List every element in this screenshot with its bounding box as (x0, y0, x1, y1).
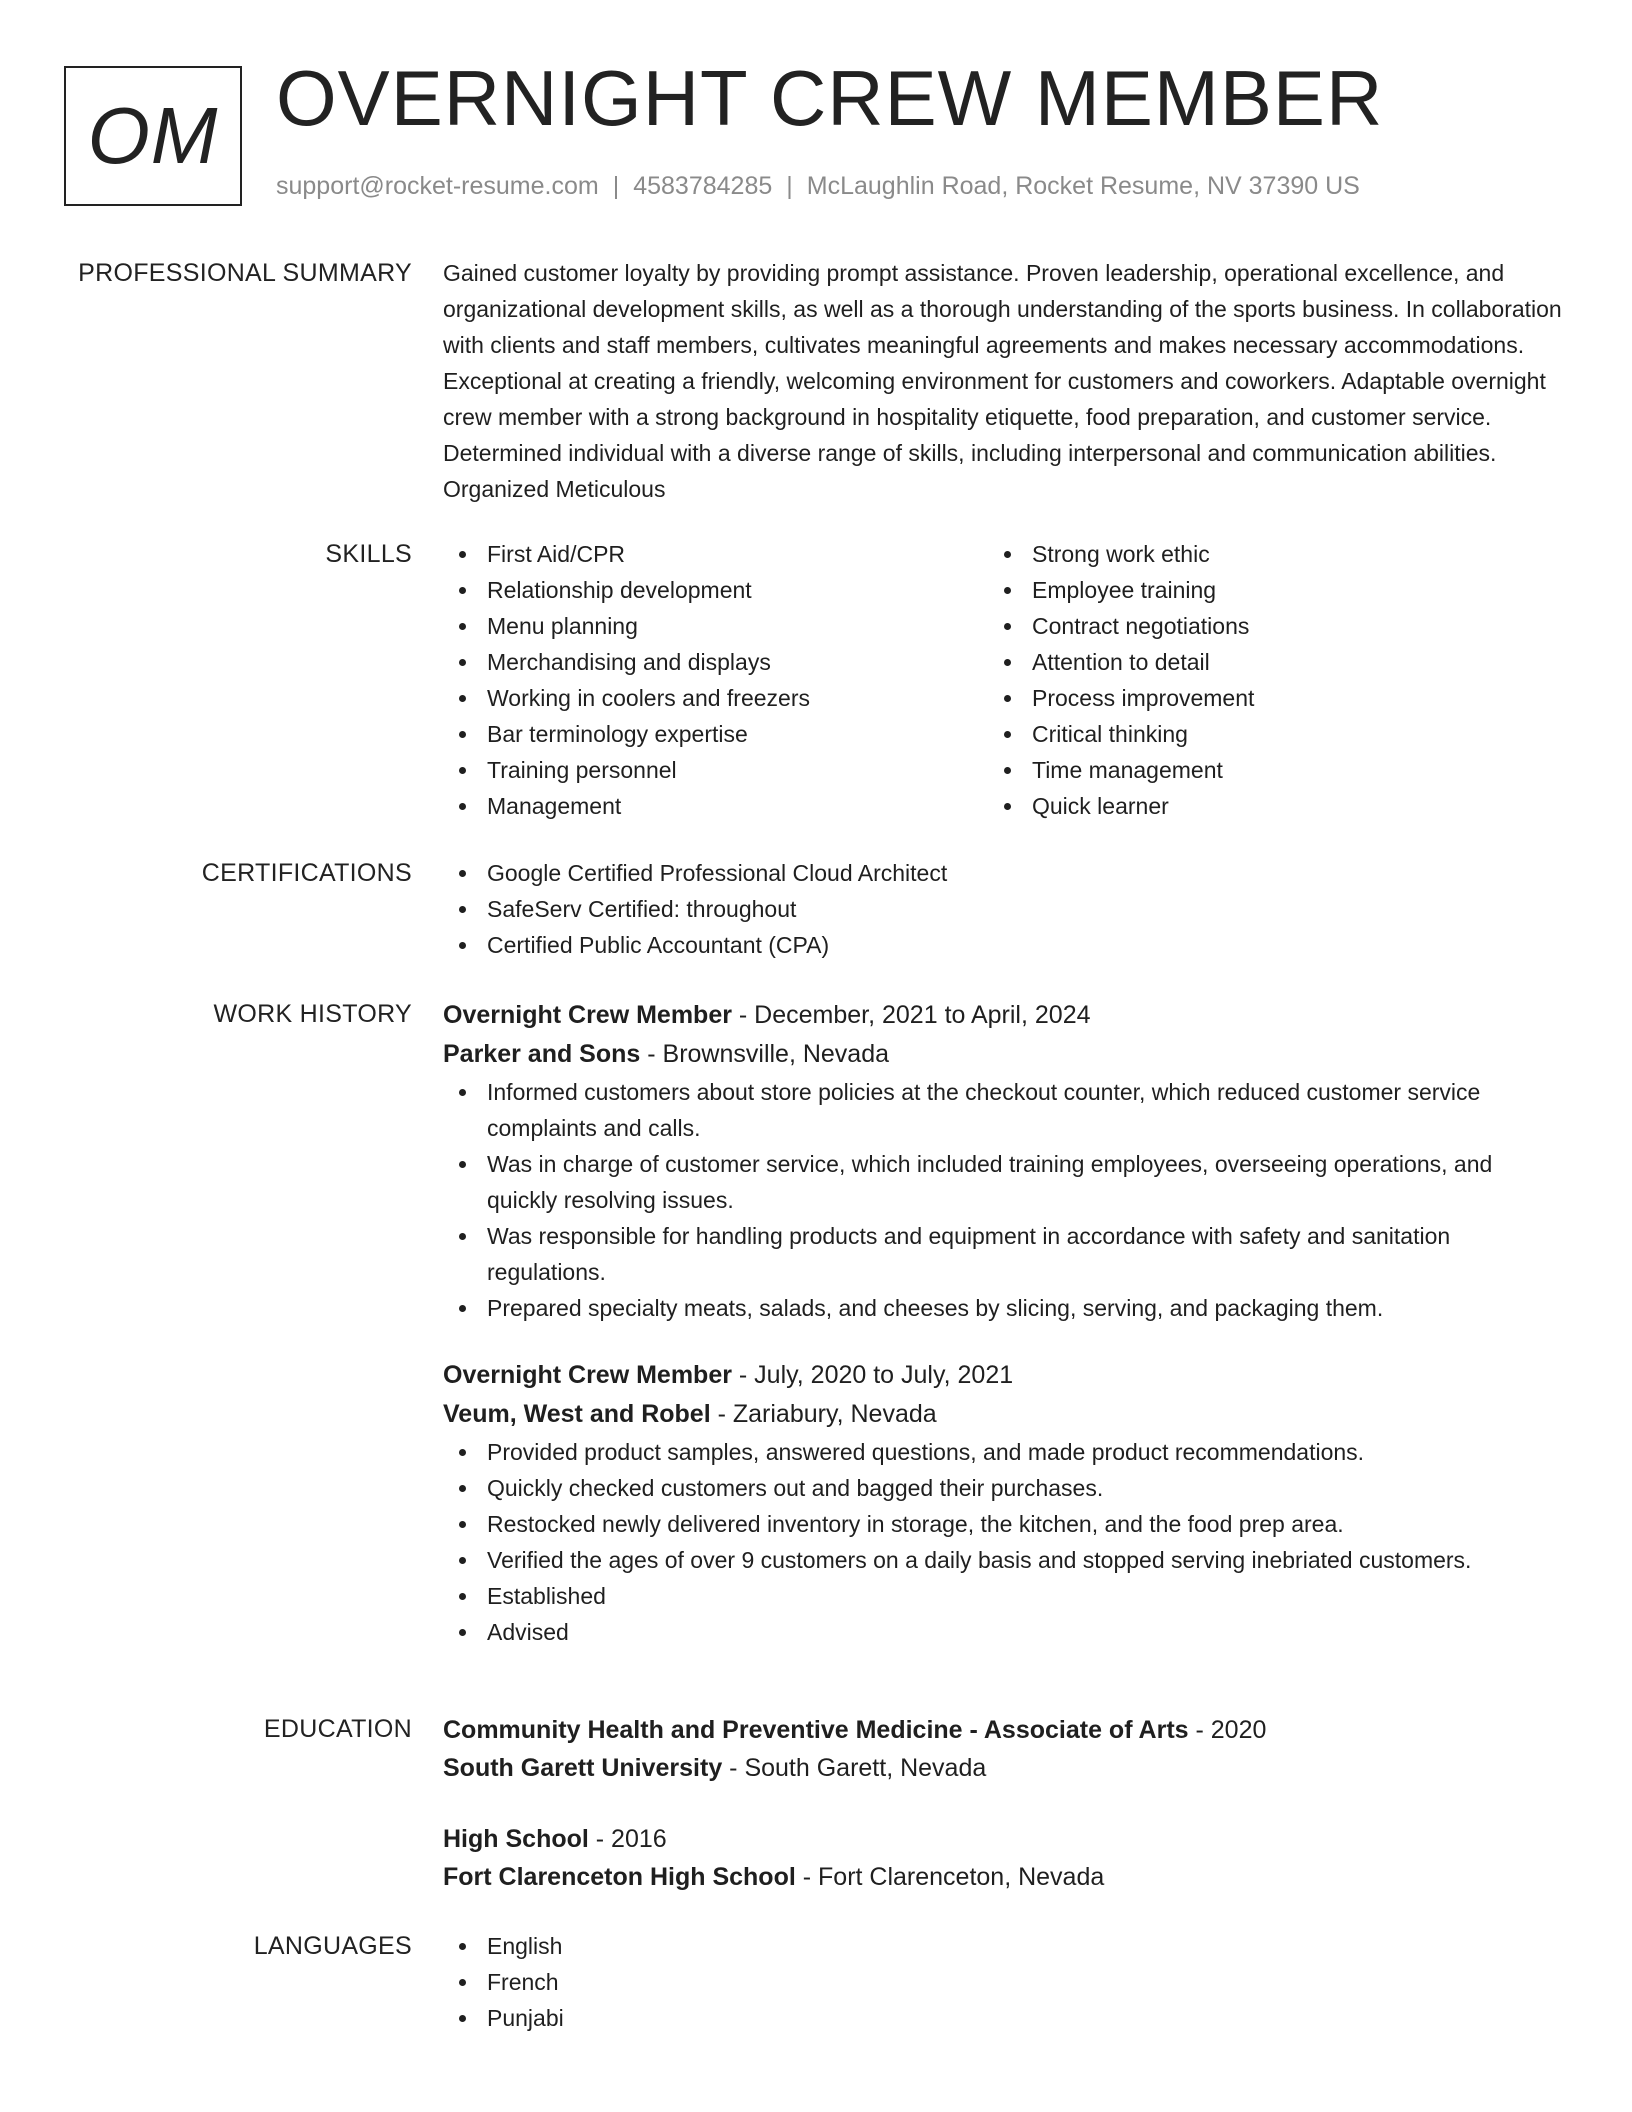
skill-item: Working in coolers and freezers (443, 680, 988, 716)
job-bullet: Established (443, 1578, 1563, 1614)
skill-item: Attention to detail (988, 644, 1533, 680)
contact-address: McLaughlin Road, Rocket Resume, NV 37390 US (806, 172, 1360, 200)
section-label-education: EDUCATION (263, 1715, 412, 1743)
skill-item: First Aid/CPR (443, 536, 988, 572)
job-title-line (443, 1356, 1563, 1394)
skill-item: Quick learner (988, 788, 1533, 824)
certifications-body (443, 855, 1563, 963)
job-bullet: Prepared specialty meats, salads, and cheeses by slicing, serving, and packaging them. (443, 1290, 1563, 1326)
education-school-line (443, 1749, 1563, 1787)
job-company: Veum, West and Robel (443, 1400, 711, 1428)
monogram-initials: OM (87, 91, 219, 180)
job-bullet: Quickly checked customers out and bagged their purchases. (443, 1470, 1563, 1506)
certifications-list (443, 855, 1563, 963)
resume-name: OVERNIGHT CREW MEMBER (276, 54, 1384, 142)
job-company-line (443, 1034, 1563, 1074)
job-bullet: Was in charge of customer service, which included training employees, overseeing operations, and quickly resolving issues. (443, 1146, 1563, 1218)
education-school: South Garett University (443, 1754, 723, 1782)
education-school-line (443, 1858, 1563, 1896)
work-history-body (443, 996, 1563, 1650)
education-entry (443, 1820, 1563, 1896)
education-entry (443, 1711, 1563, 1787)
job-title: Overnight Crew Member (443, 1361, 732, 1389)
job-title-line (443, 996, 1563, 1034)
education-degree: High School (443, 1825, 589, 1853)
languages-body (443, 1928, 1563, 2036)
job-title: Overnight Crew Member (443, 1001, 732, 1029)
job-location: - Brownsville, Nevada (640, 1040, 890, 1068)
job-dates: - July, 2020 to July, 2021 (731, 1361, 1014, 1389)
skill-item: Training personnel (443, 752, 988, 788)
contact-line (276, 172, 1360, 201)
job-entry (443, 1356, 1563, 1650)
job-bullet: Verified the ages of over 9 customers on a daily basis and stopped serving inebriated customers. (443, 1542, 1563, 1578)
monogram-box (64, 66, 242, 206)
education-degree-line (443, 1711, 1563, 1749)
education-body (443, 1711, 1563, 1896)
summary-text: Gained customer loyalty by providing prompt assistance. Proven leadership, operational excellence, and organizational development skills, as well as a thorough understanding of the sports business. In collaboration with clients and staff members, cultivates meaningful agreements and makes necessary accommodations. Exceptional at creating a friendly, welcoming environment for customers and coworkers. Adaptable overnight crew member with a strong background in hospitality etiquette, food preparation, and customer service. Determined individual with a diverse range of skills, including interpersonal and communication abilities. Organized Meticulous (443, 260, 1562, 502)
job-bullets (443, 1074, 1563, 1326)
skill-item: Time management (988, 752, 1533, 788)
job-bullet: Was responsible for handling products and equipment in accordance with safety and sanitation regulations. (443, 1218, 1563, 1290)
job-bullet: Informed customers about store policies at the checkout counter, which reduced customer service complaints and calls. (443, 1074, 1563, 1146)
education-degree: Community Health and Preventive Medicine - Associate of Arts (443, 1716, 1189, 1744)
job-bullet: Restocked newly delivered inventory in storage, the kitchen, and the food prep area. (443, 1506, 1563, 1542)
skill-item: Menu planning (443, 608, 988, 644)
skill-item: Process improvement (988, 680, 1533, 716)
language-item: French (443, 1964, 1563, 2000)
section-label-certifications: CERTIFICATIONS (201, 859, 412, 887)
job-bullet: Advised (443, 1614, 1563, 1650)
skill-item: Contract negotiations (988, 608, 1533, 644)
certification-item: Certified Public Accountant (CPA) (443, 927, 1563, 963)
skills-list-right (988, 536, 1533, 824)
education-degree-line (443, 1820, 1563, 1858)
education-year: - 2020 (1188, 1716, 1267, 1744)
section-label-languages: LANGUAGES (253, 1932, 412, 1960)
education-year: - 2016 (588, 1825, 667, 1853)
job-company-line (443, 1394, 1563, 1434)
education-location: - Fort Clarenceton, Nevada (795, 1863, 1105, 1891)
language-item: Punjabi (443, 2000, 1563, 2036)
skill-item: Merchandising and displays (443, 644, 988, 680)
certification-item: Google Certified Professional Cloud Architect (443, 855, 1563, 891)
section-label-work-history: WORK HISTORY (213, 1000, 412, 1028)
education-school: Fort Clarenceton High School (443, 1863, 796, 1891)
job-location: - Zariabury, Nevada (710, 1400, 937, 1428)
language-item: English (443, 1928, 1563, 1964)
skill-item: Critical thinking (988, 716, 1533, 752)
job-dates: - December, 2021 to April, 2024 (731, 1001, 1091, 1029)
contact-phone: 4583784285 (633, 172, 773, 200)
skills-list-left (443, 536, 988, 824)
job-bullet: Provided product samples, answered questions, and made product recommendations. (443, 1434, 1563, 1470)
skills-grid (443, 536, 1563, 824)
skill-item: Strong work ethic (988, 536, 1533, 572)
contact-separator: | (612, 172, 620, 200)
skill-item: Relationship development (443, 572, 988, 608)
skill-item: Management (443, 788, 988, 824)
section-label-skills: SKILLS (325, 540, 412, 568)
education-location: - South Garett, Nevada (722, 1754, 987, 1782)
contact-email: support@rocket-resume.com (276, 172, 599, 200)
job-company: Parker and Sons (443, 1040, 641, 1068)
job-bullets (443, 1434, 1563, 1650)
languages-list (443, 1928, 1563, 2036)
section-label-summary: PROFESSIONAL SUMMARY (78, 259, 412, 287)
job-entry (443, 996, 1563, 1326)
contact-separator: | (786, 172, 793, 200)
certification-item: SafeServ Certified: throughout (443, 891, 1563, 927)
skill-item: Bar terminology expertise (443, 716, 988, 752)
skill-item: Employee training (988, 572, 1533, 608)
